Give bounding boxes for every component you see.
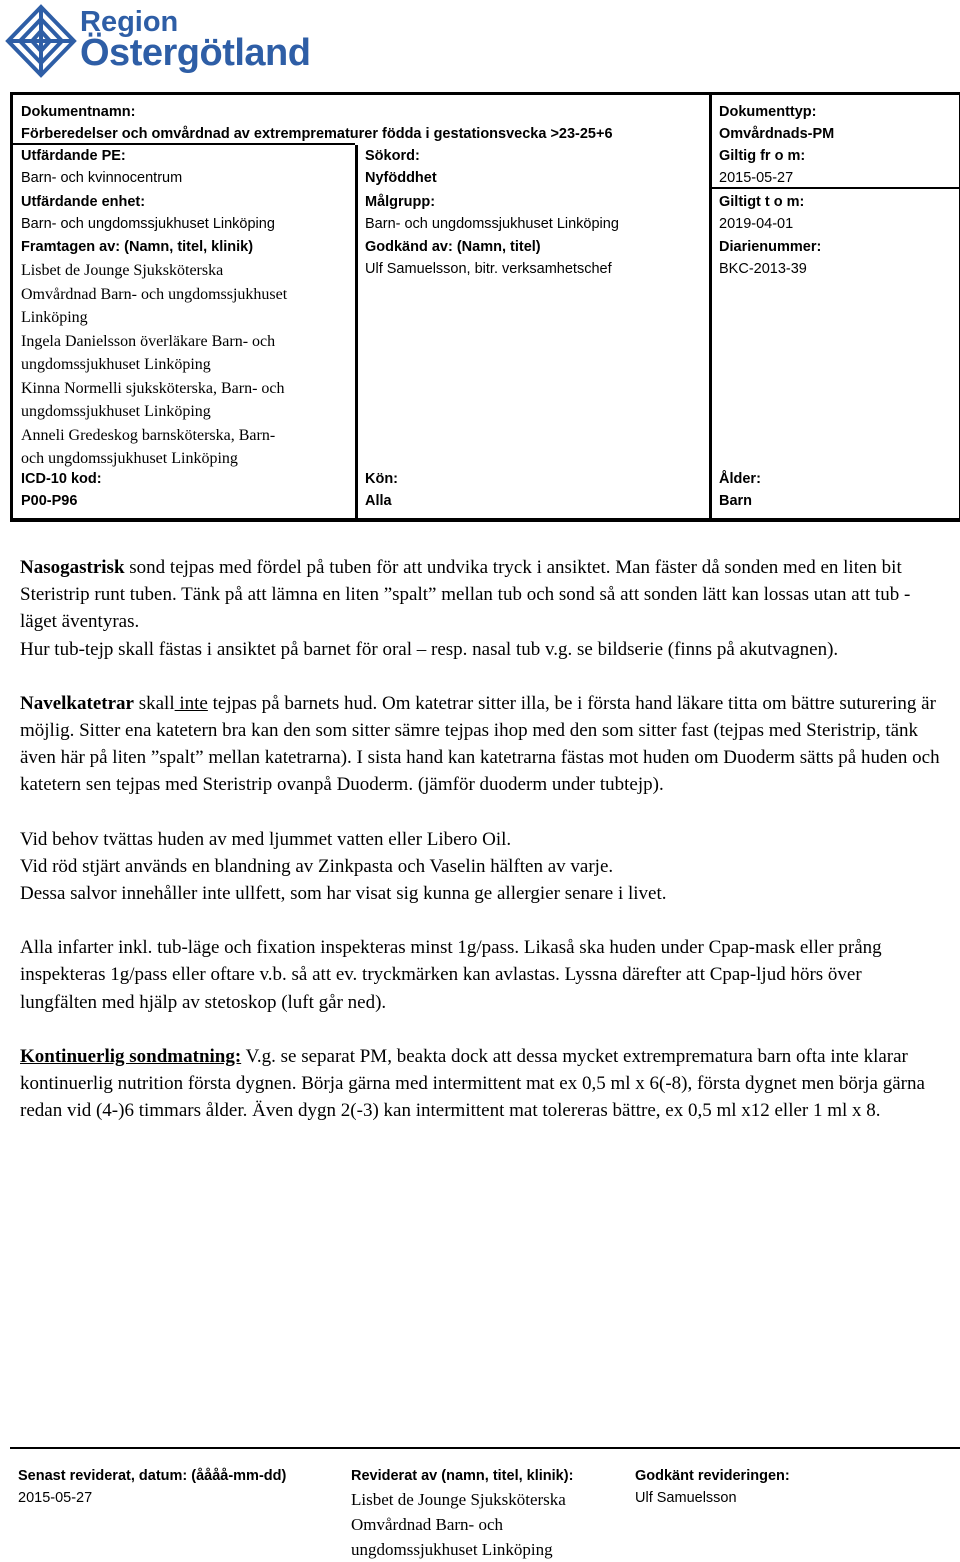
logo-region-text: Region bbox=[80, 6, 179, 38]
nasogastric-paragraph bbox=[20, 554, 940, 663]
sex-value: Alla bbox=[365, 493, 392, 509]
issuing-pe-value: Barn- och kvinnocentrum bbox=[21, 170, 183, 186]
sex-label: Kön: bbox=[365, 471, 399, 487]
valid-from-cell bbox=[719, 145, 959, 189]
umbilical-catheter-paragraph bbox=[20, 690, 940, 799]
author-line: Linköping bbox=[21, 309, 88, 326]
keyword-label: Sökord: bbox=[365, 148, 420, 164]
author-line: Lisbet de Jounge Sjuksköterska bbox=[21, 262, 224, 279]
revised-by-label: Reviderat av (namn, titel, klinik): bbox=[351, 1468, 574, 1484]
author-line: Omvårdnad Barn- och ungdomssjukhuset bbox=[21, 285, 288, 303]
inspection-paragraph bbox=[20, 934, 940, 1016]
continuous-feeding-paragraph bbox=[20, 1043, 940, 1125]
sex-cell bbox=[365, 468, 695, 512]
target-group-value: Barn- och ungdomssjukhuset Linköping bbox=[365, 216, 619, 232]
diary-number-label: Diarienummer: bbox=[719, 239, 822, 255]
last-revised-label: Senast reviderat, datum: (åååå-mm-dd) bbox=[18, 1468, 287, 1484]
document-name-cell bbox=[21, 101, 701, 145]
revision-approved-label: Godkänt revideringen: bbox=[635, 1468, 790, 1484]
diary-number-value: BKC-2013-39 bbox=[719, 261, 807, 277]
approved-by-label: Godkänd av: (Namn, titel) bbox=[365, 239, 541, 255]
issuing-pe-cell bbox=[21, 145, 351, 189]
document-header-table bbox=[10, 92, 960, 522]
author-line: ungdomssjukhuset Linköping bbox=[21, 356, 211, 373]
document-name-label: Dokumentnamn: bbox=[21, 104, 136, 120]
continuous-feeding-heading: Kontinuerlig sondmatning: bbox=[20, 1045, 242, 1067]
umbilical-catheter-pre: skall bbox=[133, 692, 175, 714]
nasogastric-heading: Nasogastrisk bbox=[20, 557, 125, 578]
target-group-label: Målgrupp: bbox=[365, 194, 436, 210]
skin-care-line: Vid behov tvättas huden av med ljummet vatten eller Libero Oil. bbox=[20, 828, 512, 850]
approved-by-value: Ulf Samuelsson, bitr. verksamhetschef bbox=[365, 261, 612, 277]
age-value: Barn bbox=[719, 493, 753, 509]
author-line: ungdomssjukhuset Linköping bbox=[21, 403, 211, 420]
age-cell bbox=[719, 468, 959, 512]
logo-ostergotland-text: Östergötland bbox=[80, 32, 311, 74]
umbilical-catheter-underlined: inte bbox=[174, 692, 208, 714]
valid-to-value: 2019-04-01 bbox=[719, 216, 794, 232]
nasogastric-text-2: Hur tub-tejp skall fästas i ansiktet på barnet för oral – resp. nasal tub v.g. se bildserie (finns på akutvagnen). bbox=[20, 638, 839, 660]
nasogastric-text: sond tejpas med fördel på tuben för att undvika tryck i ansiktet. Man fäster då sonden med en liten bit Steristrip runt tuben. Tänk på att lämna en liten ”spalt” mellan tub och sond så att sonden lätt kan lossas utan att tub - läget äventyras. bbox=[20, 557, 911, 633]
revised-by-list bbox=[351, 1487, 631, 1562]
author-line: Ingela Danielsson överläkare Barn- och bbox=[21, 332, 276, 350]
keyword-cell bbox=[365, 145, 695, 189]
author-line: och ungdomssjukhuset Linköping bbox=[21, 450, 238, 467]
umbilical-catheter-heading: Navelkatetrar bbox=[20, 692, 134, 714]
icd-cell bbox=[21, 468, 351, 512]
region-logo bbox=[0, 0, 311, 82]
umbilical-catheter-text: tejpas på barnets hud. Om katetrar sitter illa, be i första hand läkare titta om bättre suturering är möjlig. Sitter ena katetern bra kan den som sitter sämre tejpas ihop med den som sitter fast (tejpas med Steristrip, tänk även här på liten ”spalt” mellan katetrarna). I sista hand kan katetrarna fästas mot huden om Duoderm sätts på huden och katetern sen tejpas med Steristrip ovanpå Duoderm. (jämför duoderm under tubtejp). bbox=[20, 692, 940, 796]
revised-by-cell bbox=[351, 1465, 631, 1562]
revision-approved-value: Ulf Samuelsson bbox=[635, 1490, 737, 1506]
valid-to-label: Giltigt t o m: bbox=[719, 194, 805, 210]
document-body bbox=[20, 554, 940, 1151]
skin-care-paragraph bbox=[20, 826, 940, 908]
target-group-cell bbox=[365, 191, 695, 235]
skin-care-line: Dessa salvor innehåller inte ullfett, som har visat sig kunna ge allergier senare i livet. bbox=[20, 883, 667, 905]
last-revised-cell bbox=[18, 1465, 338, 1509]
keyword-value: Nyföddhet bbox=[365, 170, 437, 186]
issuing-unit-label: Utfärdande enhet: bbox=[21, 194, 146, 210]
revised-by-line: Lisbet de Jounge Sjuksköterska bbox=[351, 1490, 566, 1509]
valid-from-label: Giltig fr o m: bbox=[719, 148, 806, 164]
authors-list bbox=[21, 259, 351, 471]
authors-cell bbox=[21, 236, 351, 471]
issuing-unit-cell bbox=[21, 191, 351, 235]
approved-by-cell bbox=[365, 236, 695, 280]
logo-mark-icon bbox=[2, 3, 80, 79]
authors-label: Framtagen av: (Namn, titel, klinik) bbox=[21, 239, 254, 255]
revised-by-line: Omvårdnad Barn- och bbox=[351, 1515, 504, 1534]
last-revised-value: 2015-05-27 bbox=[18, 1490, 93, 1506]
revision-approved-cell bbox=[635, 1465, 935, 1509]
revision-footer bbox=[10, 1447, 960, 1559]
valid-from-value: 2015-05-27 bbox=[719, 170, 794, 186]
author-line: Anneli Gredeskog barnsköterska, Barn- bbox=[21, 426, 276, 444]
age-label: Ålder: bbox=[719, 471, 761, 487]
issuing-pe-label: Utfärdande PE: bbox=[21, 148, 126, 164]
document-type-cell bbox=[719, 101, 959, 145]
diary-number-cell bbox=[719, 236, 959, 280]
document-type-label: Dokumenttyp: bbox=[719, 104, 817, 120]
document-type-value: Omvårdnads-PM bbox=[719, 126, 835, 142]
author-line: Kinna Normelli sjuksköterska, Barn- och bbox=[21, 379, 285, 397]
icd-label: ICD-10 kod: bbox=[21, 471, 102, 487]
revised-by-line: ungdomssjukhuset Linköping bbox=[351, 1540, 553, 1559]
issuing-unit-value: Barn- och ungdomssjukhuset Linköping bbox=[21, 216, 275, 232]
valid-to-cell bbox=[719, 191, 959, 235]
continuous-feeding-text: V.g. se separat PM, beakta dock att dessa mycket extremprematura barn ofta inte klarar kontinuerlig nutrition första dygnen. Börja gärna med intermittent mat ex 0,5 ml x 6(-8), första dygnet men börja gärna redan vid (4-)6 timmars ålder. Även dygn 2(-3) kan intermittent mat tolereras bättre, ex 0,5 ml x12 eller 1 ml x 8. bbox=[20, 1045, 925, 1122]
skin-care-line: Vid röd stjärt används en blandning av Zinkpasta och Vaselin hälften av varje. bbox=[20, 855, 614, 877]
document-name-value: Förberedelser och omvårdnad av extremprematurer födda i gestationsvecka >23-25+6 bbox=[21, 126, 613, 142]
inspection-text: Alla infarter inkl. tub-läge och fixation inspekteras minst 1g/pass. Likaså ska huden under Cpap-mask eller prång inspekteras 1g/pass eller oftare v.b. så att ev. tryckmärken kan avlastas. Lyssna därefter att Cpap-ljud hörs över lungfälten med hjälp av stetoskop (luft går ned). bbox=[20, 937, 882, 1013]
icd-value: P00-P96 bbox=[21, 493, 78, 509]
